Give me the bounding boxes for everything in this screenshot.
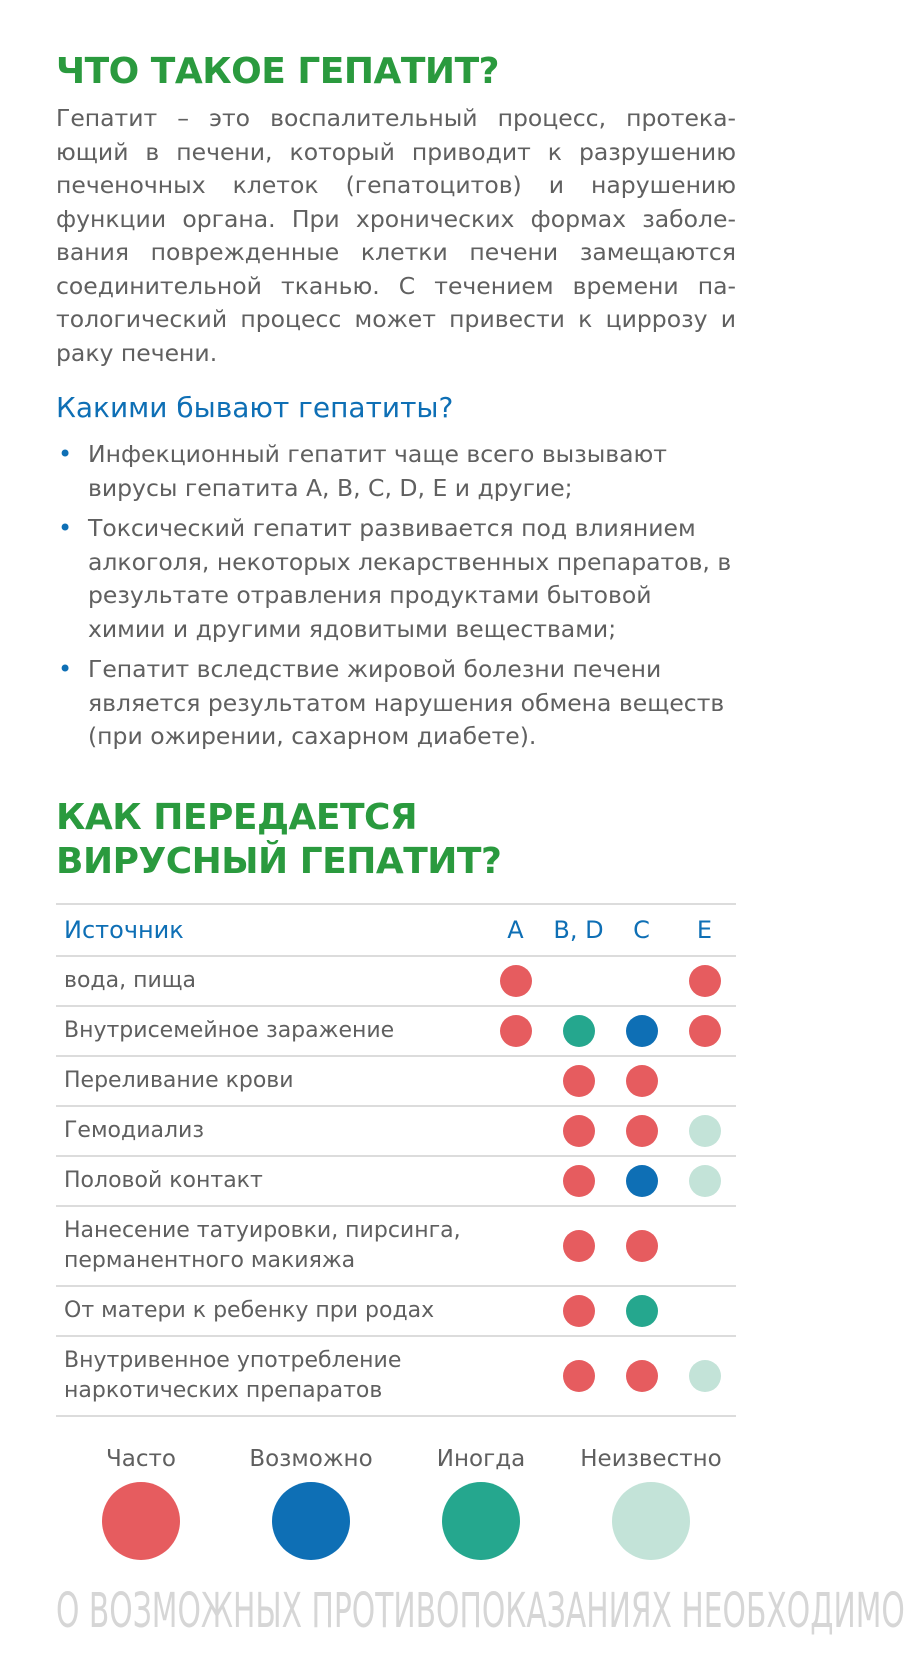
- table-row: [56, 1106, 736, 1156]
- value-cell: [484, 1056, 547, 1106]
- hepatitis-types-list: [56, 438, 736, 761]
- frequency-dot-often: [563, 1115, 595, 1147]
- legend-item-possible: [226, 1444, 396, 1560]
- intro-paragraph: Гепатит – это воспалительный процесс, протека-ющий в печени, который приводит к разрушению печеночных клеток (гепатоцитов) и нарушению функции органа. При хронических формах заболе-вания поврежденные клетки печени замещаются соединительной тканью. С течением времени па-тологический процесс может привести к циррозу и раку печени.: [56, 104, 736, 367]
- legend-label: Часто: [106, 1446, 176, 1472]
- column-header-source: Источник: [56, 904, 484, 956]
- value-cell: [673, 1206, 736, 1286]
- table-row: [56, 1056, 736, 1106]
- legend-swatch-unknown: [612, 1482, 690, 1560]
- section-title-what-is-hepatitis: ЧТО ТАКОЕ ГЕПАТИТ?: [56, 51, 500, 92]
- value-cell: [673, 1056, 736, 1106]
- value-cell: [484, 1286, 547, 1336]
- source-cell: Половой контакт: [56, 1156, 484, 1206]
- frequency-dot-unknown: [689, 1165, 721, 1197]
- frequency-dot-often: [626, 1230, 658, 1262]
- frequency-dot-often: [626, 1115, 658, 1147]
- value-cell: [484, 1006, 547, 1056]
- value-cell: [547, 1286, 610, 1336]
- legend: [56, 1444, 736, 1564]
- column-header-e: Е: [673, 904, 736, 956]
- value-cell: [547, 1056, 610, 1106]
- bullet-icon: •: [58, 514, 73, 542]
- value-cell: [610, 1106, 673, 1156]
- value-cell: [610, 1006, 673, 1056]
- frequency-dot-often: [626, 1065, 658, 1097]
- title-line-2: ВИРУСНЫЙ ГЕПАТИТ?: [56, 841, 502, 882]
- value-cell: [484, 1336, 547, 1416]
- table-row: [56, 1006, 736, 1056]
- value-cell: [610, 956, 673, 1006]
- frequency-dot-sometimes: [563, 1015, 595, 1047]
- value-cell: [547, 956, 610, 1006]
- value-cell: [673, 1006, 736, 1056]
- frequency-dot-often: [563, 1230, 595, 1262]
- frequency-dot-unknown: [689, 1115, 721, 1147]
- column-header-bd: В, D: [547, 904, 610, 956]
- value-cell: [673, 1156, 736, 1206]
- value-cell: [547, 1206, 610, 1286]
- value-cell: [673, 1286, 736, 1336]
- bullet-icon: •: [58, 440, 73, 468]
- table-header-row: [56, 904, 736, 956]
- value-cell: [547, 1336, 610, 1416]
- frequency-dot-often: [500, 965, 532, 997]
- frequency-dot-possible: [626, 1165, 658, 1197]
- column-header-c: С: [610, 904, 673, 956]
- value-cell: [547, 1006, 610, 1056]
- source-cell: Гемодиализ: [56, 1106, 484, 1156]
- value-cell: [547, 1106, 610, 1156]
- value-cell: [484, 956, 547, 1006]
- value-cell: [610, 1156, 673, 1206]
- legend-swatch-often: [102, 1482, 180, 1560]
- table-row: [56, 956, 736, 1006]
- value-cell: [610, 1206, 673, 1286]
- value-cell: [673, 956, 736, 1006]
- list-item: [56, 438, 736, 505]
- list-item-text: Токсический гепатит развивается под влиянием алкоголя, некоторых лекарственных препаратов, в результате отравления продуктами бытовой химии и другими ядовитыми веществами;: [88, 514, 732, 643]
- bullet-icon: •: [58, 655, 73, 683]
- list-item-text: Гепатит вследствие жировой болезни печени является результатом нарушения обмена веществ (при ожирении, сахарном диабете).: [88, 655, 725, 750]
- legend-swatch-possible: [272, 1482, 350, 1560]
- legend-item-unknown: [566, 1444, 736, 1560]
- value-cell: [484, 1156, 547, 1206]
- legend-label: Неизвестно: [580, 1446, 722, 1472]
- subtitle-types: Какими бывают гепатиты?: [56, 391, 454, 424]
- legend-item-sometimes: [396, 1444, 566, 1560]
- value-cell: [673, 1106, 736, 1156]
- frequency-dot-often: [563, 1165, 595, 1197]
- value-cell: [610, 1336, 673, 1416]
- legend-label: Иногда: [436, 1446, 526, 1472]
- frequency-dot-sometimes: [626, 1295, 658, 1327]
- value-cell: [484, 1206, 547, 1286]
- frequency-dot-often: [563, 1065, 595, 1097]
- list-item: [56, 512, 736, 646]
- list-item: [56, 653, 736, 754]
- source-cell: Внутривенное употребление наркотических препаратов: [56, 1336, 484, 1416]
- table-row: [56, 1336, 736, 1416]
- source-cell: Нанесение татуировки, пирсинга, перманентного макияжа: [56, 1206, 484, 1286]
- table-row: [56, 1156, 736, 1206]
- frequency-dot-unknown: [689, 1360, 721, 1392]
- table-row: [56, 1206, 736, 1286]
- source-cell: Внутрисемейное заражение: [56, 1006, 484, 1056]
- frequency-dot-possible: [626, 1015, 658, 1047]
- value-cell: [610, 1056, 673, 1106]
- source-cell: вода, пища: [56, 956, 484, 1006]
- legend-label: Возможно: [249, 1446, 373, 1472]
- column-header-a: А: [484, 904, 547, 956]
- value-cell: [547, 1156, 610, 1206]
- section-title-transmission: [56, 796, 501, 884]
- source-cell: От матери к ребенку при родах: [56, 1286, 484, 1336]
- table-row: [56, 1286, 736, 1336]
- list-item-text: Инфекционный гепатит чаще всего вызывают вирусы гепатита А, В, С, D, Е и другие;: [88, 440, 667, 502]
- footer-banner: О ВОЗМОЖНЫХ ПРОТИВОПОКАЗАНИЯХ НЕОБХОДИМО: [56, 1583, 905, 1639]
- title-line-1: КАК ПЕРЕДАЕТСЯ: [56, 797, 418, 838]
- legend-swatch-sometimes: [442, 1482, 520, 1560]
- legend-item-often: [56, 1444, 226, 1560]
- transmission-table: [56, 903, 736, 1417]
- frequency-dot-often: [689, 1015, 721, 1047]
- value-cell: [484, 1106, 547, 1156]
- frequency-dot-often: [626, 1360, 658, 1392]
- source-cell: Переливание крови: [56, 1056, 484, 1106]
- frequency-dot-often: [563, 1360, 595, 1392]
- value-cell: [610, 1286, 673, 1336]
- frequency-dot-often: [689, 965, 721, 997]
- frequency-dot-often: [563, 1295, 595, 1327]
- value-cell: [673, 1336, 736, 1416]
- frequency-dot-often: [500, 1015, 532, 1047]
